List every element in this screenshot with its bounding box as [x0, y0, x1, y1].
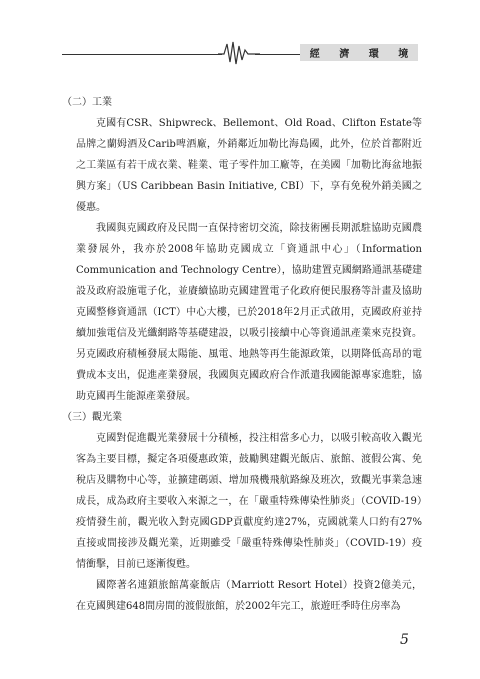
chapter-tab	[300, 44, 418, 61]
page-header	[0, 0, 480, 70]
chapter-tab-char: 境	[398, 49, 409, 60]
chapter-tab-char: 濟	[339, 49, 350, 60]
chapter-tab-char: 經	[309, 49, 320, 60]
heartbeat-pulse-icon	[218, 40, 260, 66]
section-title-industry: （二）工業	[62, 97, 112, 108]
page-content	[62, 92, 422, 617]
section-title-tourism: （三）觀光業	[62, 412, 122, 423]
page-number: 5	[400, 632, 409, 648]
header-rule-left	[62, 54, 222, 55]
paragraph: 國際著名連鎖旅館萬豪飯店（Marriott Resort Hotel）投資2億美元，在克國興建648間房間的渡假旅館，於2002年完工，旅遊旺季時住房率為	[76, 580, 422, 612]
paragraph: 我國與克國政府及民間一直保持密切交流，除技術團長期派駐協助克國農業發展外，我亦於2008年協助克國成立「資通訊中心」（Information Communication and Technology Centre），協助建置克國網路通訊基礎建設及政府設施電子化，並賡續協助克國建置電子化政府便民服務等計畫及協助克國整修資通訊（ICT）中心大樓，已於2018年2月正式啟用，克國政府並持續加強電信及光纖網路等基礎建設，以吸引接續中心等資通訊產業來克投資。另克國政府積極發展太陽能、風電、地熱等再生能源政策，以期降低高昂的電費成本支出，促進產業發展，我國與克國政府合作派遣我國能源專家進駐，協助克國再生能源產業發展。	[76, 223, 422, 402]
chapter-tab-char: 環	[368, 49, 379, 60]
paragraph: 克國對促進觀光業發展十分積極，投注相當多心力，以吸引較高收入觀光客為主要目標，擬定各項優惠政策，鼓勵興建觀光飯店、旅館、渡假公寓、免稅店及購物中心等，並擴建碼頭、增加飛機飛航路線及班次，致觀光事業急速成長，成為政府主要收入來源之一，在「嚴重特殊傳染性肺炎」（COVID-19）疫情發生前，觀光收入對克國GDP貢獻度約達27%，克國就業人口約有27%直接或間接涉及觀光業，近期雖受「嚴重特殊傳染性肺炎」（COVID-19）疫情衝擊，目前已逐漸復甦。	[76, 433, 422, 570]
paragraph: 克國有CSR、Shipwreck、Bellemont、Old Road、Clifton Estate等品牌之蘭姆酒及Carib啤酒廠，外銷鄰近加勒比海島國，此外，位於首都附近之工業區有若干成衣業、鞋業、電子零件加工廠等，在美國「加勒比海盆地振興方案」（US Caribbean Basin Initiative, CBI）下，享有免稅外銷美國之優惠。	[76, 118, 422, 213]
